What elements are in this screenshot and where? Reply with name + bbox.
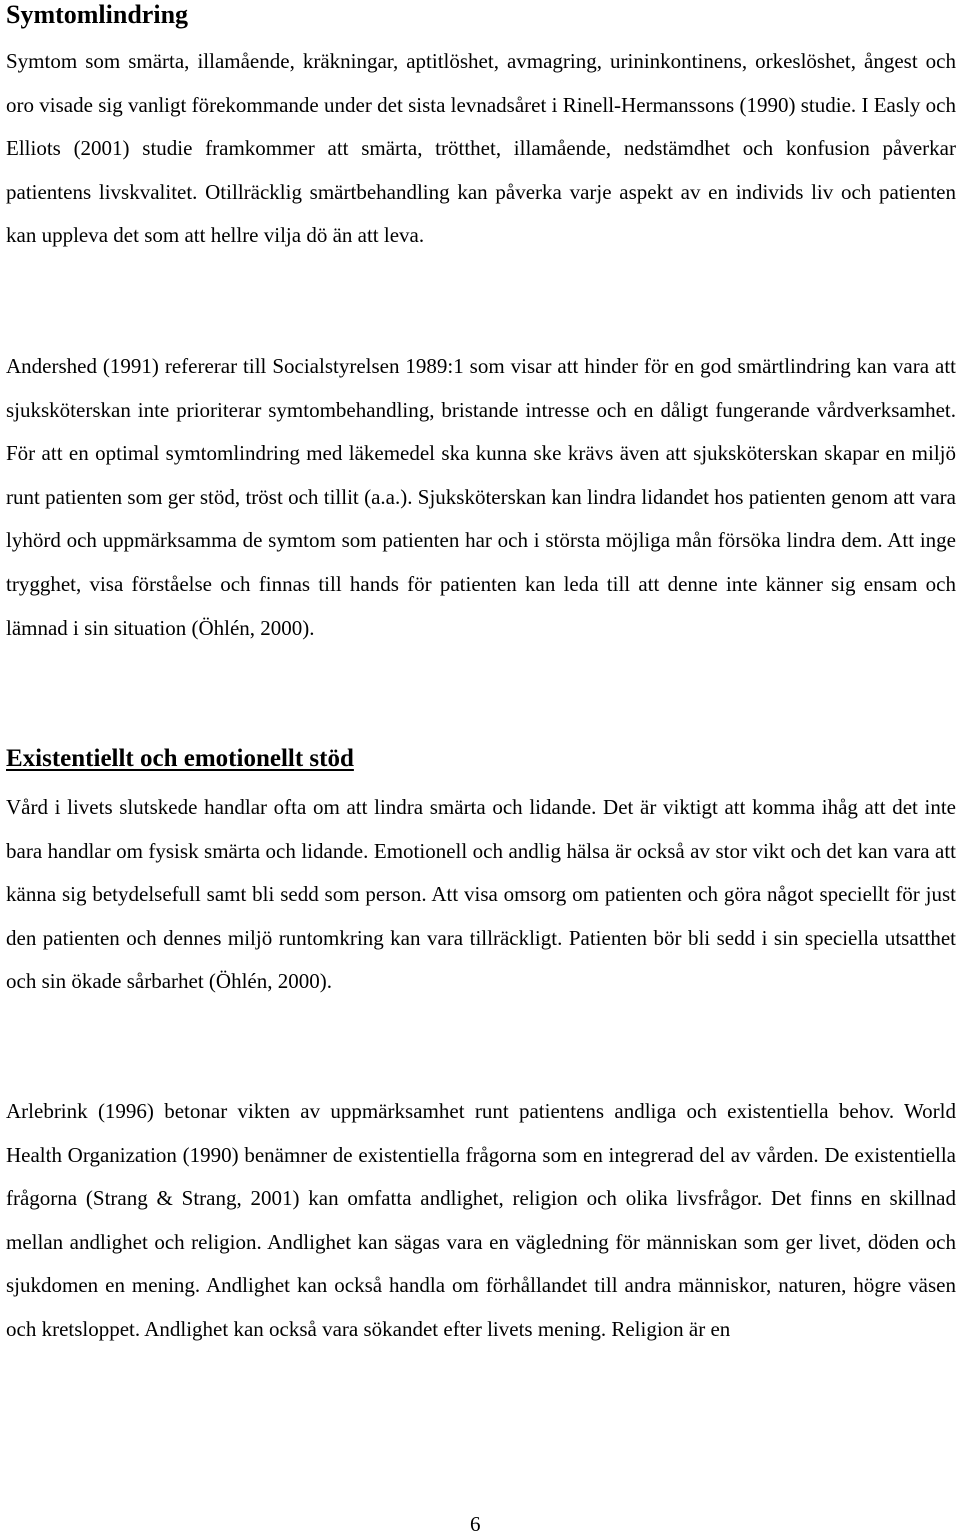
paragraph-andershed: Andershed (1991) refererar till Socialstyrelsen 1989:1 som visar att hinder för en god smärtlindring kan vara att sjuksköterskan inte prioriterar symtombehandling, bristande intresse och en dåligt fungerande vårdverksamhet. För att en optimal symtomlindring med läkemedel ska kunna ske krävs även att sjuksköterskan skapar en miljö runt patienten som ger stöd, tröst och tillit (a.a.). Sjuksköterskan kan lindra lidandet hos patienten genom att vara lyhörd och uppmärksamma de symtom som patienten har och i största möjliga mån försöka lindra dem. Att inge trygghet, visa förståelse och finnas till hands för patienten kan leda till att denne inte känner sig ensam och lämnad i sin situation (Öhlén, 2000). bbox=[6, 354, 956, 640]
paragraph-vard: Vård i livets slutskede handlar ofta om att lindra smärta och lidande. Det är viktigt att komma ihåg att det inte bara handlar om fysisk smärta och lidande. Emotionell och andlig hälsa är också av stor vikt och det kan vara att känna sig betydelsefull samt bli sedd som person. Att visa omsorg om patienten och göra något speciellt för just den patienten och dennes miljö runtomkring kan vara tillräckligt. Patienten bör bli sedd i sin speciella utsatthet och sin ökade sårbarhet (Öhlén, 2000). bbox=[6, 795, 956, 994]
paragraph-arlebrink: Arlebrink (1996) betonar vikten av uppmärksamhet runt patientens andliga och existentiella behov. World Health Organization (1990) benämner de existentiella frågorna som en integrerad del av vården. De existentiella frågorna (Strang & Strang, 2001) kan omfatta andlighet, religion och olika livsfrågor. Det finns en skillnad mellan andlighet och religion. Andlighet kan sägas vara en vägledning för människan som ger livet, döden och sjukdomen en mening. Andlighet kan också handla om förhållandet till andra människor, naturen, högre väsen och kretsloppet. Andlighet kan också vara sökandet efter livets mening. Religion är en bbox=[6, 1099, 956, 1341]
page-number: 6 bbox=[470, 1512, 481, 1536]
paragraph-symtom: Symtom som smärta, illamående, kräkningar, aptitlöshet, avmagring, urininkontinens, orkeslöshet, ångest och oro visade sig vanligt förekommande under det sista levnadsåret i Rinell-Hermanssons (1990) studie. I Easly och Elliots (2001) studie framkommer att smärta, trötthet, illamående, nedstämdhet och konfusion påverkar patientens livskvalitet. Otillräcklig smärtbehandling kan påverka varje aspekt av en individs liv och patienten kan uppleva det som att hellre vilja dö än att leva. bbox=[6, 49, 956, 248]
section-heading-symtomlindring: Symtomlindring bbox=[6, 0, 189, 29]
section-heading-existentiellt: Existentiellt och emotionellt stöd bbox=[6, 745, 354, 772]
